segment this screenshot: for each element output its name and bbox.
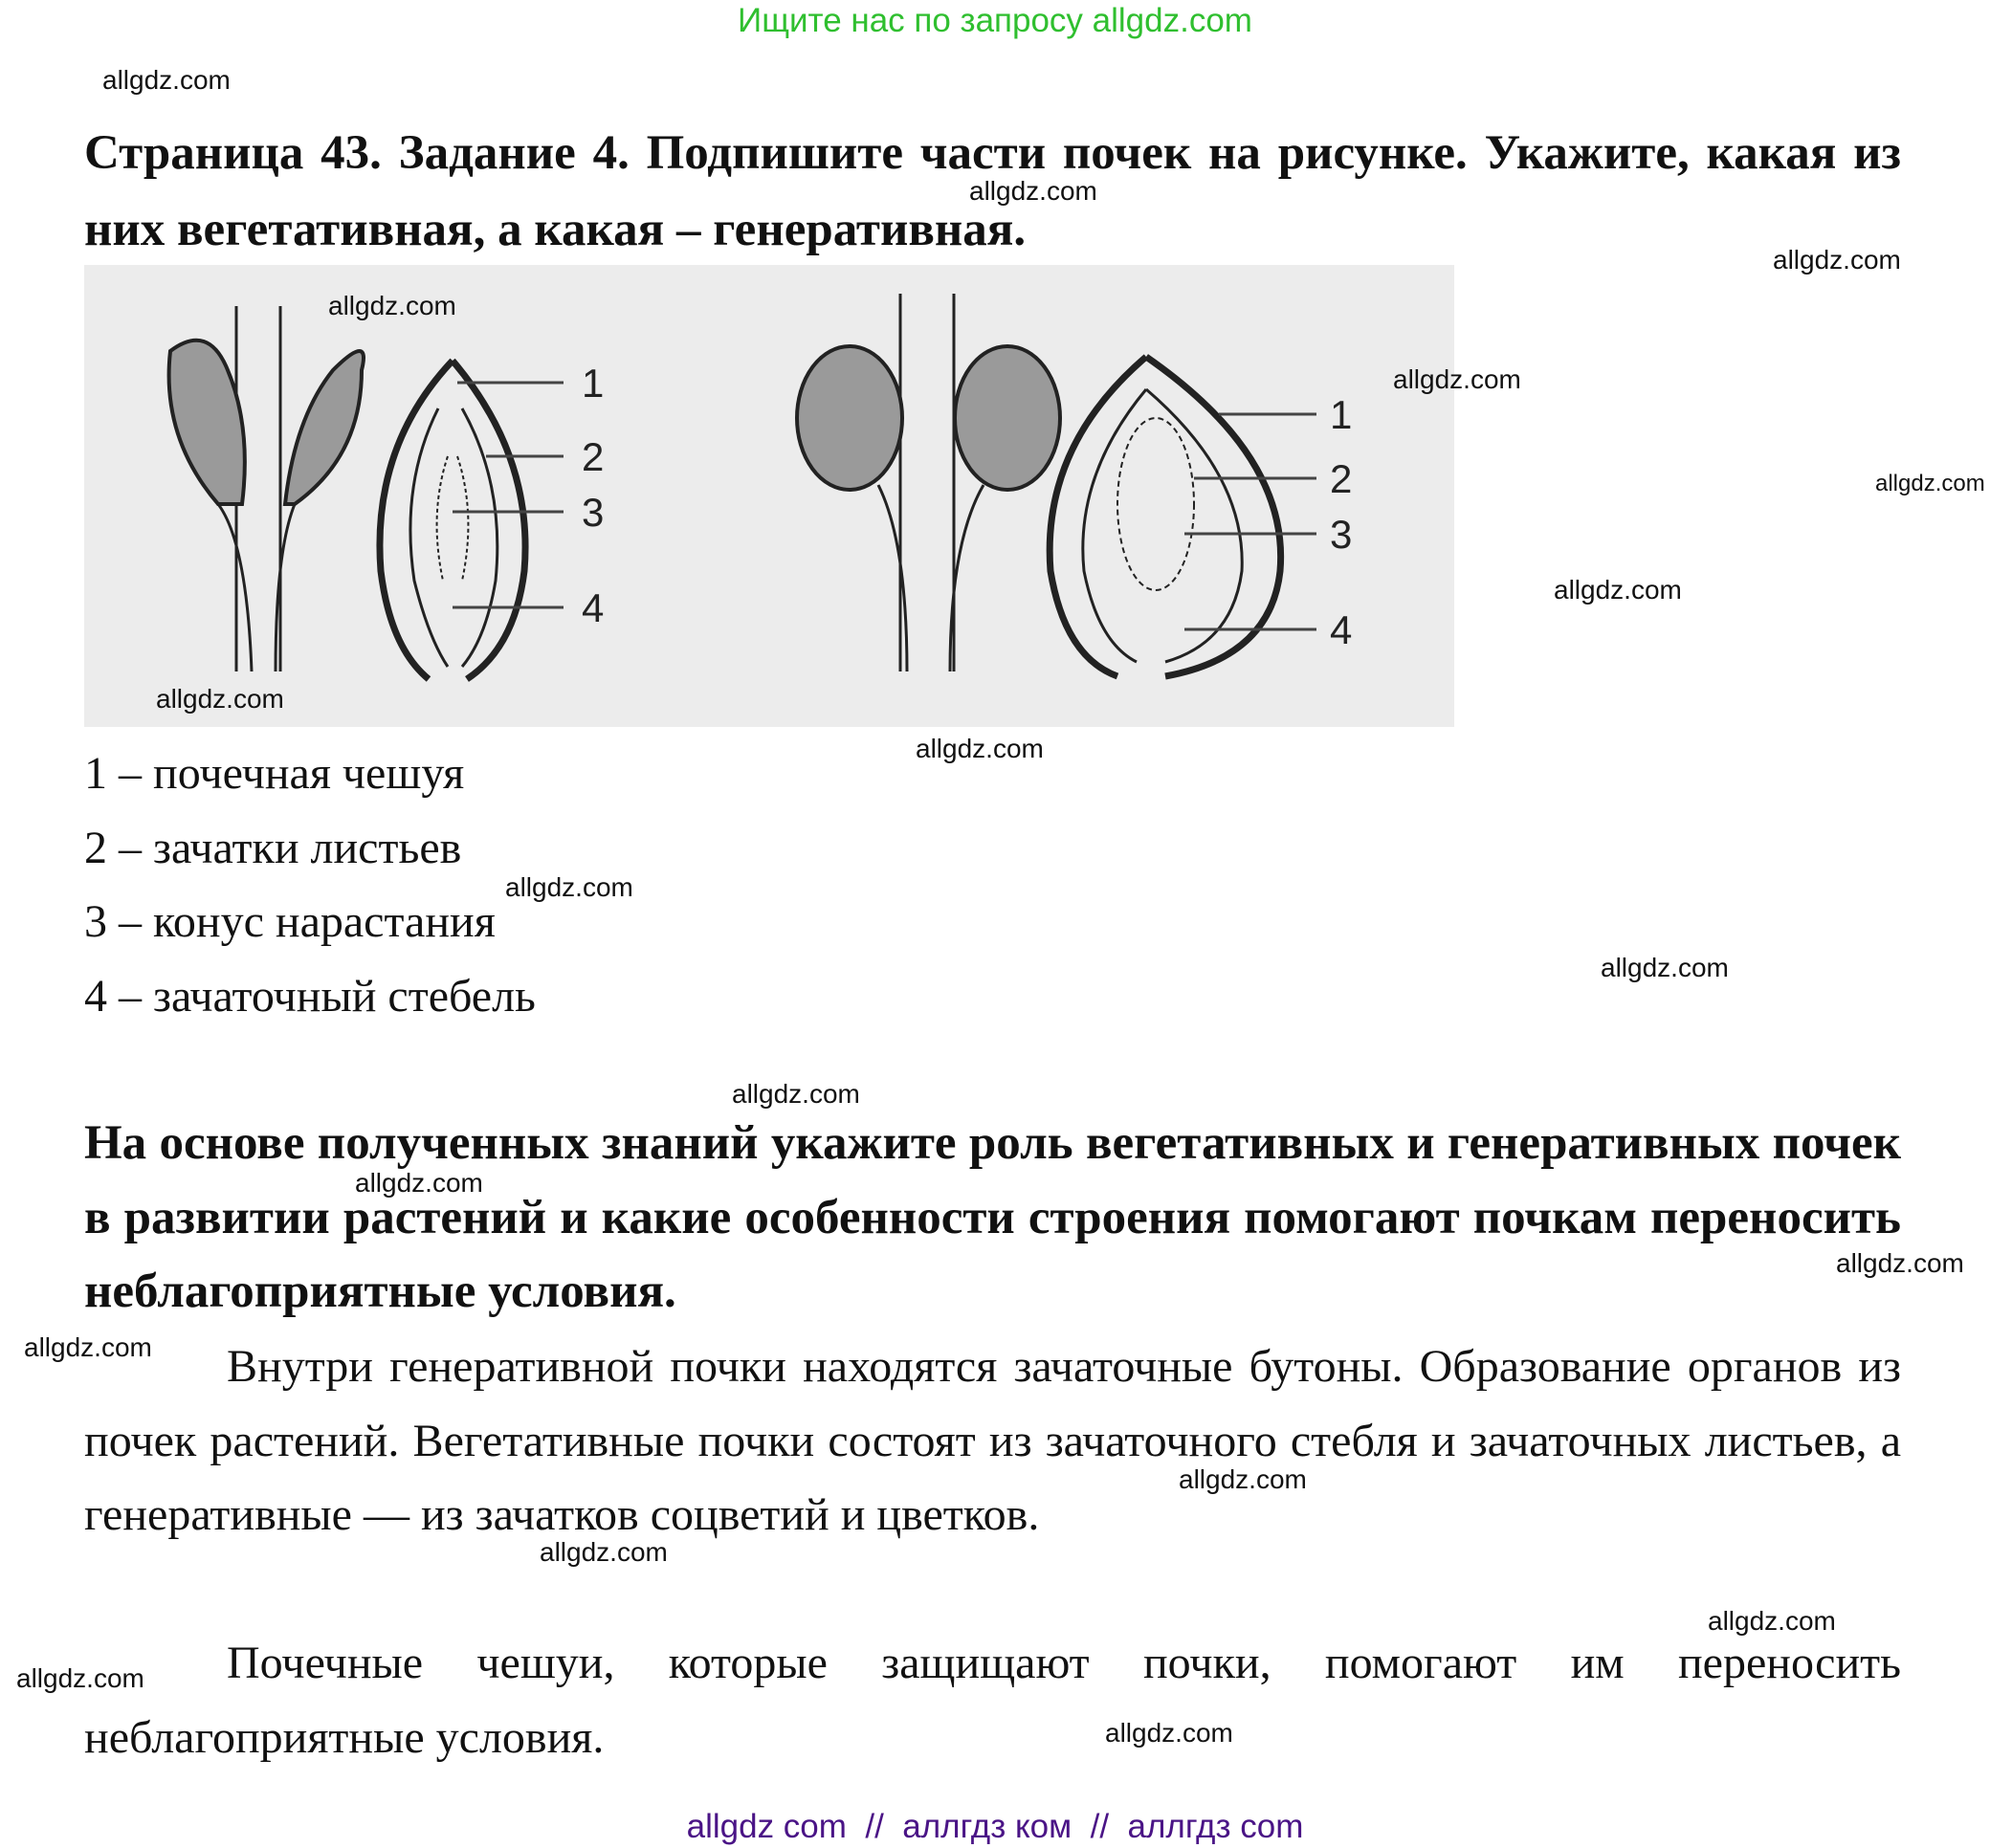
- list-item: 1 – почечная чешуя: [84, 748, 465, 799]
- paragraph-text: Внутри генеративной почки находятся зачаточные бутоны. Образование органов из почек растений. Вегетативные почки состоят из зачаточного стебля и зачаточных листьев, а генеративные — из зачатков соцветий и цветков.: [84, 1341, 1901, 1540]
- list-item: 2 – зачатки листьев: [84, 822, 462, 873]
- figure-label: 1: [1330, 392, 1353, 437]
- answer-list: [84, 737, 536, 1033]
- figure-label: 2: [582, 434, 605, 479]
- watermark: allgdz.com: [1393, 364, 1521, 394]
- watermark: allgdz.com: [916, 734, 1044, 763]
- figure-label: 3: [582, 490, 605, 535]
- list-item: 3 – конус нарастания: [84, 896, 496, 947]
- watermark: allgdz.com: [1554, 575, 1682, 605]
- buds-illustration: [84, 265, 1454, 727]
- watermark: allgdz.com: [1708, 1606, 1836, 1636]
- watermark: allgdz.com: [1773, 245, 1901, 275]
- watermark: allgdz.com: [732, 1079, 860, 1109]
- figure-label: 2: [1330, 456, 1353, 501]
- watermark: allgdz.com: [969, 176, 1097, 206]
- watermark: allgdz.com: [24, 1332, 152, 1362]
- figure-label: 3: [1330, 512, 1353, 557]
- watermark: allgdz.com: [505, 872, 633, 902]
- watermark: allgdz.com: [16, 1663, 144, 1693]
- figure-label: 4: [1330, 607, 1353, 652]
- figure-label: 4: [582, 585, 605, 630]
- task-heading: Страница 43. Задание 4. Подпишите части почек на рисунке. Укажите, какая из них вегетативная, а какая – генеративная.: [84, 126, 1901, 256]
- paragraph-text: Почечные чешуи, которые защищают почки, помогают им переносить неблагоприятные условия.: [84, 1638, 1901, 1763]
- watermark: allgdz.com: [1601, 953, 1729, 982]
- figure-label: 1: [582, 361, 605, 406]
- footer-links: allgdz com // аллгдз ком // аллгдз com: [686, 1808, 1304, 1845]
- answer-paragraph: [84, 1330, 1901, 1552]
- answer-paragraph: [84, 1626, 1901, 1774]
- list-item: 4 – зачаточный стебель: [84, 970, 536, 1022]
- watermark: allgdz.com: [1836, 1248, 1964, 1278]
- watermark: allgdz.com: [355, 1168, 483, 1198]
- watermark: allgdz.com: [1179, 1464, 1307, 1494]
- watermark: allgdz.com: [540, 1537, 668, 1567]
- watermark: allgdz.com: [328, 291, 456, 320]
- top-banner: Ищите нас по запросу allgdz.com: [738, 2, 1252, 39]
- question-heading: На основе полученных знаний укажите роль вегетативных и генеративных почек в развитии растений и какие особенности строения помогают почкам переносить неблагоприятные условия.: [84, 1116, 1901, 1318]
- watermark: allgdz.com: [1875, 471, 1985, 496]
- buds-figure: [84, 265, 1454, 727]
- watermark: allgdz.com: [156, 684, 284, 714]
- watermark: allgdz.com: [1105, 1718, 1233, 1748]
- watermark: allgdz.com: [102, 65, 231, 95]
